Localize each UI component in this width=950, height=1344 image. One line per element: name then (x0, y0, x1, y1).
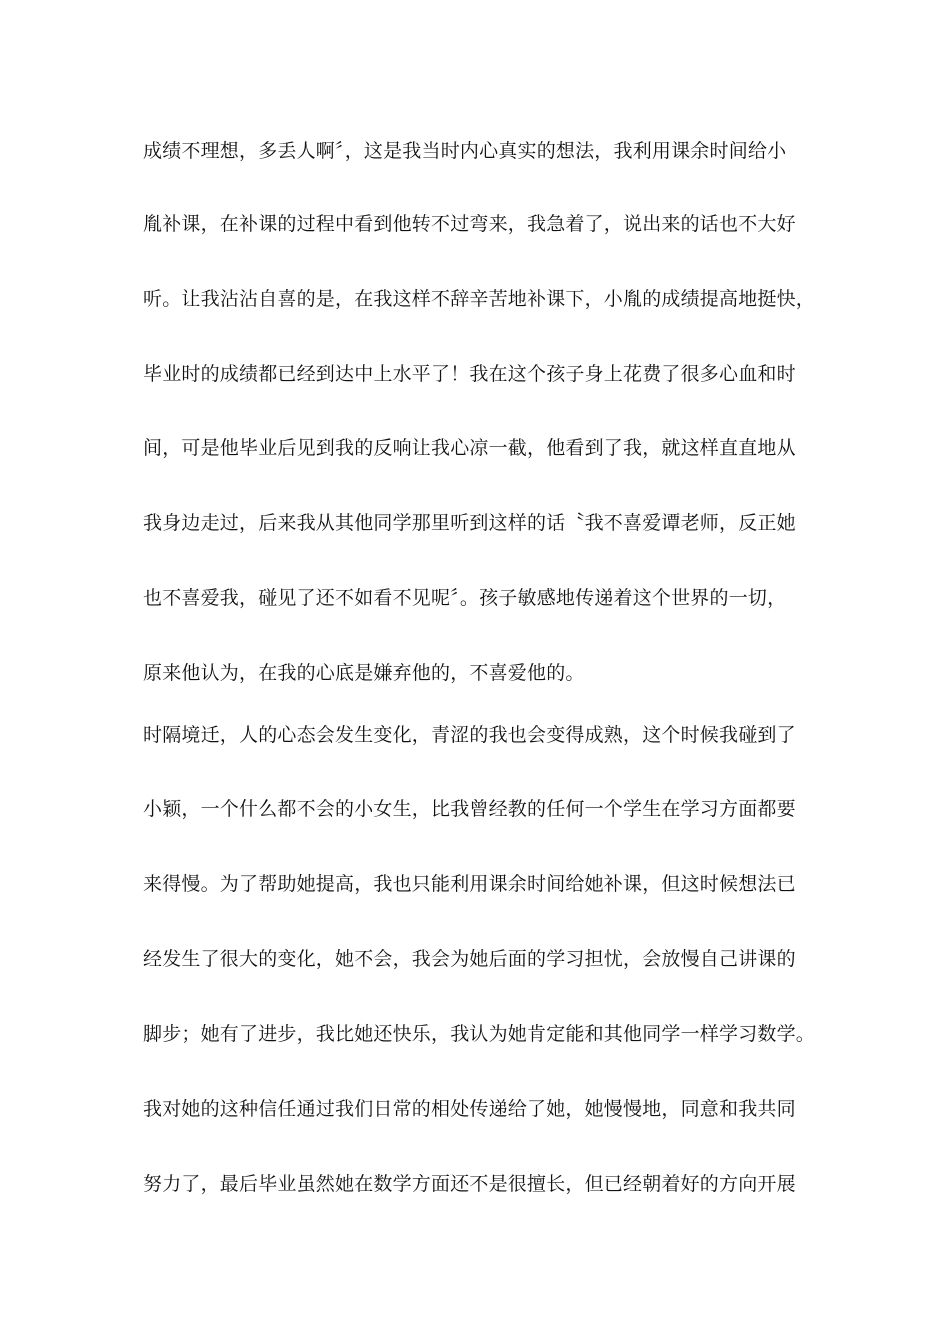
text-line: 成绩不理想，多丢人啊〞，这是我当时内心真实的想法，我利用课余时间给小 (143, 140, 787, 162)
text-line: 我对她的这种信任通过我们日常的相处传递给了她，她慢慢地，同意和我共同 (143, 1098, 796, 1120)
text-line: 毕业时的成绩都已经到达中上水平了！我在这个孩子身上花费了很多心血和时 (143, 363, 796, 385)
text-line: 我身边走过，后来我从其他同学那里听到这样的话〝我不喜爱谭老师，反正她 (143, 512, 796, 534)
text-line: 胤补课，在补课的过程中看到他转不过弯来，我急着了，说出来的话也不大好 (143, 213, 796, 235)
text-line: 时隔境迁，人的心态会发生变化，青涩的我也会变得成熟，这个时候我碰到了 (143, 724, 796, 746)
text-line: 也不喜爱我，碰见了还不如看不见呢〞。孩子敏感地传递着这个世界的一切， (143, 587, 787, 609)
text-line: 经发生了很大的变化，她不会，我会为她后面的学习担忧，会放慢自己讲课的 (143, 948, 796, 970)
text-line: 小颖，一个什么都不会的小女生，比我曾经教的任何一个学生在学习方面都要 (143, 798, 796, 820)
text-line: 脚步；她有了进步，我比她还快乐，我认为她肯定能和其他同学一样学习数学。 (143, 1023, 816, 1045)
text-line: 间，可是他毕业后见到我的反响让我心凉一截，他看到了我，就这样直直地从 (143, 437, 796, 459)
text-line: 来得慢。为了帮助她提高，我也只能利用课余时间给她补课，但这时候想法已 (143, 873, 796, 895)
text-line: 努力了，最后毕业虽然她在数学方面还不是很擅长，但已经朝着好的方向开展 (143, 1173, 796, 1195)
text-line: 原来他认为，在我的心底是嫌弃他的，不喜爱他的。 (143, 662, 585, 684)
text-line: 听。让我沾沾自喜的是，在我这样不辞辛苦地补课下，小胤的成绩提高地挺快， (143, 288, 816, 310)
